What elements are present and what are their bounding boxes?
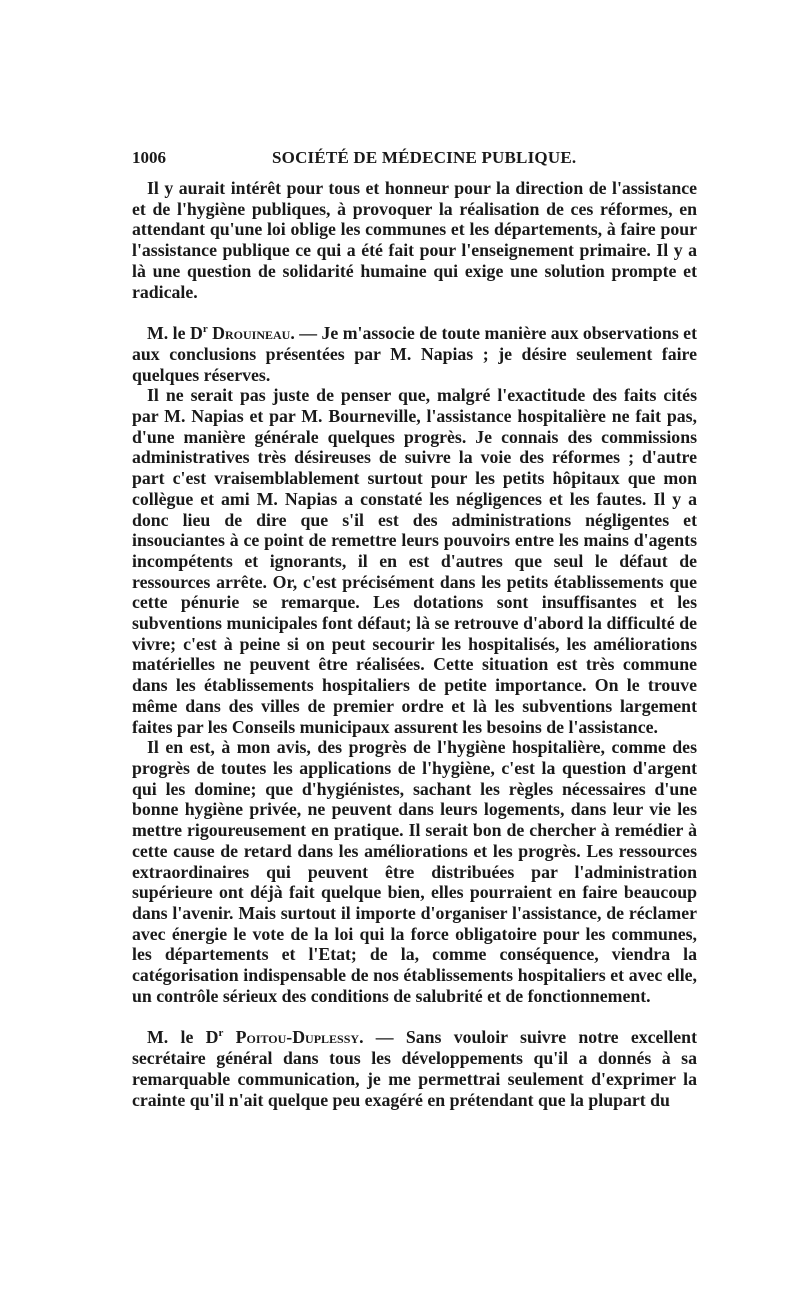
- paragraph-3: [132, 385, 697, 737]
- page-header: [132, 148, 697, 168]
- paragraph-text: Il en est, à mon avis, des progrès de l'hygiène hospitalière, comme des progrès de toutes les applications de l'hygiène, c'est la question d'argent qui les domine; que d'hygiénistes, sachant les règles nécessaires d'une bonne hygiène privée, ne peuvent dans leurs logements, dans leur vie les mettre rigoureusement en pratique. Il serait bon de chercher à remédier à cette cause de retard dans les améliorations et les progrès. Les ressources extraordinaires qui peuvent être distribuées par l'administration supérieure ont déjà fait quelque bien, elles pourraient en faire beaucoup dans l'avenir. Mais surtout il importe d'organiser l'assistance, de réclamer avec énergie le vote de la loi qui la force obligatoire pour les communes, les départements et l'Etat; de la, comme conséquence, viendra la catégorisation indispensable de nos établissements hospitaliers et avec elle, un contrôle sérieux des conditions de salubrité et de fonctionnement.: [132, 737, 697, 1006]
- paragraph-4: [132, 737, 697, 1006]
- paragraph-text: . — Sans vouloir suivre notre excellent secrétaire général dans tous les développements qu'il a donnés à sa remarquable communication, je me permettrai seulement d'exprimer la crainte qu'il n'ait quelque peu exagéré en prétendant que la plupart du: [132, 1027, 697, 1110]
- paragraph-1: [132, 178, 697, 302]
- paragraph-5-speaker-poitou-duplessy: [132, 1027, 697, 1110]
- speaker-title-sup: r: [218, 1027, 224, 1040]
- running-title: SOCIÉTÉ DE MÉDECINE PUBLIQUE.: [272, 148, 577, 167]
- speaker-prefix: M. le D: [147, 323, 203, 344]
- speaker-name: Drouineau: [212, 323, 291, 344]
- page-number: 1006: [132, 148, 166, 167]
- speaker-name: Poitou-Duplessy: [235, 1027, 360, 1048]
- speaker-prefix: M. le D: [147, 1027, 219, 1048]
- paragraph-text: Il y aurait intérêt pour tous et honneur pour la direction de l'assistance et de l'hygiène publiques, à provoquer la réalisation de ces réformes, en attendant qu'une loi oblige les communes et les départements, à faire pour l'assistance publique ce qui a été fait pour l'enseignement primaire. Il y a là une question de solidarité humaine qui exige une solution prompte et radicale.: [132, 178, 697, 302]
- paragraph-text: Il ne serait pas juste de penser que, malgré l'exactitude des faits cités par M. Napias et par M. Bourneville, l'assistance hospitalière ne fait pas, d'une manière générale quelques progrès. Je connais des commissions administratives très désireuses de suivre la voie des réformes ; d'autre part c'est vraisemblablement surtout pour les petits hôpitaux que mon collègue et ami M. Napias a constaté les négligences et les fautes. Il y a donc lieu de dire que s'il est des administrations négligentes et insouciantes à ce point de remettre leurs pouvoirs entre les mains d'agents incompétents et ignorants, il en est d'autres que seul le défaut de ressources arrête. Or, c'est précisément dans les petits établissements que cette pénurie se remarque. Les dotations sont insuffisantes et les subventions municipales font défaut; là se retrouve d'abord la difficulté de vivre; c'est à peine si on peut secourir les hospitalisés, les améliorations matérielles ne peuvent être réalisées. Cette situation est très commune dans les établissements hospitaliers de petite importance. On le trouve même dans des villes de premier ordre et là les subventions largement faites par les Conseils municipaux assurent les besoins de l'assistance.: [132, 385, 697, 737]
- speaker-title-sup: r: [202, 323, 208, 336]
- body-text: [132, 178, 697, 1110]
- paragraph-2-speaker-drouineau: [132, 323, 697, 385]
- paragraph-text: . — Je m'associe de toute manière aux observations et aux conclusions présentées par M. Napias ; je désire seulement faire quelques réserves.: [132, 323, 697, 385]
